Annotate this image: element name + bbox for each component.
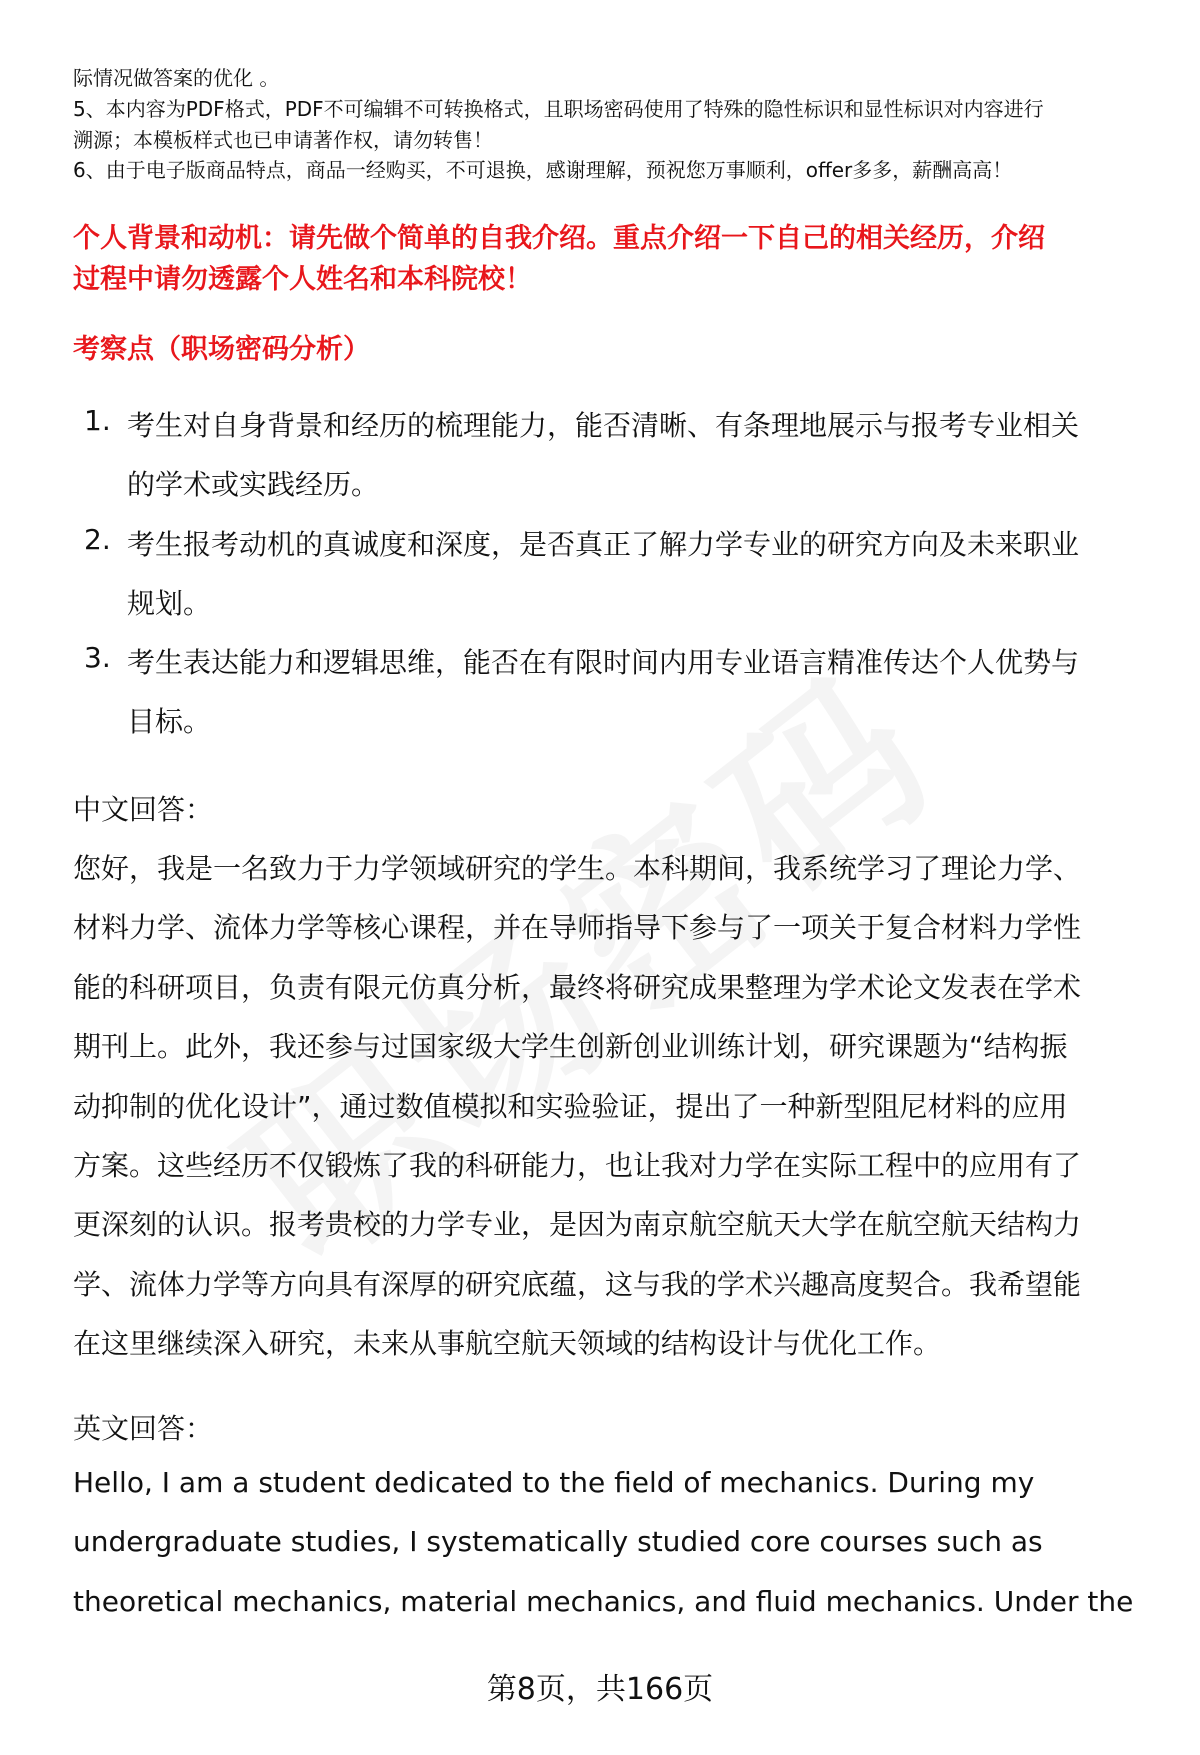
list-item: 考生对自身背景和经历的梳理能力，能否清晰、有条理地展示与报考专业相关 — [127, 409, 1080, 442]
question-heading: 个人背景和动机：请先做个简单的自我介绍。重点介绍一下自己的相关经历，介绍 — [73, 223, 1045, 254]
paragraph-line: 能的科研项目，负责有限元仿真分析，最终将研究成果整理为学术论文发表在学术 — [73, 970, 1082, 1004]
list-number: 1. — [84, 404, 111, 437]
paragraph-line: 学、流体力学等方向具有深厚的研究底蕴，这与我的学术兴趣高度契合。我希望能 — [73, 1267, 1082, 1301]
note-line: 5、本内容为PDF格式，PDF不可编辑不可转换格式，且职场密码使用了特殊的隐性标识和显性标识对内容进行 — [73, 97, 1044, 121]
paragraph-line: 方案。这些经历不仅锻炼了我的科研能力，也让我对力学在实际工程中的应用有了 — [73, 1149, 1082, 1182]
list-item: 考生报考动机的真诚度和深度，是否真正了解力学专业的研究方向及未来职业 — [127, 528, 1080, 561]
paragraph-line: 期刊上。此外，我还参与过国家级大学生创新创业训练计划，研究课题为“结构振 — [73, 1030, 1068, 1064]
note-line: 6、由于电子版商品特点，商品一经购买，不可退换，感谢理解，预祝您万事顺利，offer多多，薪酬高高！ — [73, 158, 1013, 182]
list-item: 目标。 — [127, 705, 212, 738]
paragraph-line: 更深刻的认识。报考贵校的力学专业，是因为南京航空航天大学在航空航天结构力 — [73, 1208, 1082, 1242]
note-line: 际情况做答案的优化 。 — [73, 66, 280, 90]
list-number: 3. — [84, 641, 111, 674]
list-item: 规划。 — [127, 587, 212, 620]
paragraph-line: 您好，我是一名致力于力学领域研究的学生。本科期间，我系统学习了理论力学、 — [73, 852, 1082, 885]
question-heading: 过程中请勿透露个人姓名和本科院校！ — [73, 264, 532, 295]
note-line: 溯源；本模板样式也已申请著作权，请勿转售！ — [73, 128, 493, 152]
paragraph-line: 材料力学、流体力学等核心课程，并在导师指导下参与了一项关于复合材料力学性 — [73, 911, 1082, 945]
paragraph-line: Hello, I am a student dedicated to the field of mechanics. During my — [73, 1466, 1035, 1499]
chinese-answer-label: 中文回答： — [73, 793, 214, 826]
paragraph-line: undergraduate studies, I systematically studied core courses such as — [73, 1525, 1043, 1559]
paragraph-line: 动抑制的优化设计”，通过数值模拟和实验验证，提出了一种新型阻尼材料的应用 — [73, 1089, 1068, 1123]
paragraph-line: theoretical mechanics, material mechanics, and fluid mechanics. Under the — [73, 1584, 1134, 1618]
analysis-title: 考察点（职场密码分析） — [73, 334, 370, 365]
list-item: 的学术或实践经历。 — [127, 468, 380, 501]
paragraph-line: 在这里继续深入研究，未来从事航空航天领域的结构设计与优化工作。 — [73, 1327, 942, 1361]
list-item: 考生表达能力和逻辑思维，能否在有限时间内用专业语言精准传达个人优势与 — [127, 646, 1080, 679]
list-number: 2. — [84, 523, 111, 556]
english-answer-label: 英文回答： — [73, 1412, 214, 1445]
page-number: 第8页，共166页 — [486, 1672, 714, 1707]
